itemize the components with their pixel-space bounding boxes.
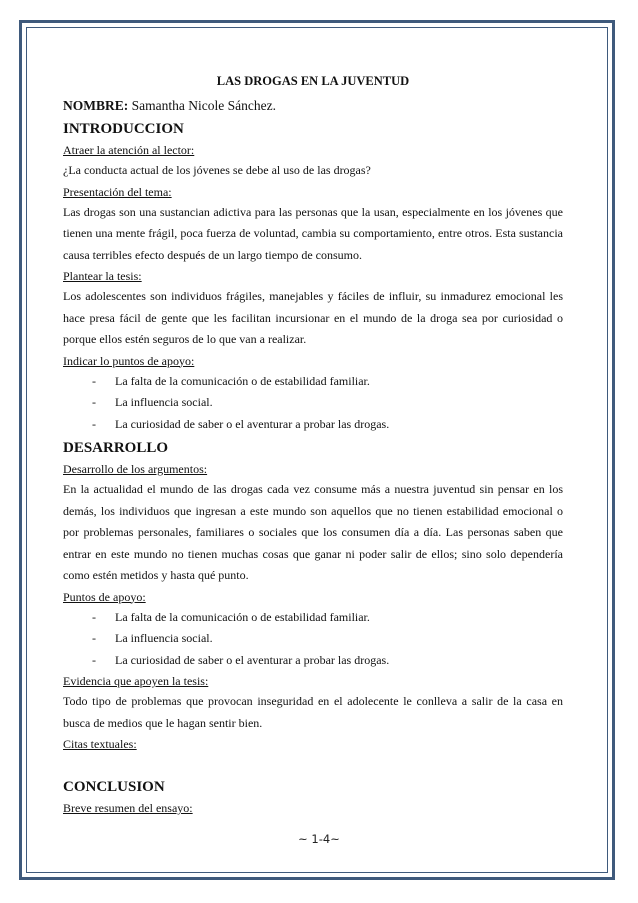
subheading-apoyo: Indicar lo puntos de apoyo: (63, 353, 195, 368)
subheading-tesis: Plantear la tesis: (63, 269, 142, 283)
list-item-text: La curiosidad de saber o el aventurar a probar las drogas. (115, 416, 390, 431)
section-heading-desarrollo: DESARROLLO (63, 440, 169, 456)
bullet-dash: - (92, 373, 96, 388)
list-item-text: La influencia social. (115, 395, 213, 409)
list-item (63, 371, 563, 393)
author-name: Samantha Nicole Sánchez. (128, 98, 276, 113)
section-heading-conclusion: CONCLUSION (63, 779, 165, 795)
subheading-presentacion: Presentación del tema: (63, 184, 172, 199)
paragraph-evidencia: Todo tipo de problemas que provocan inseguridad en el adolecente le conlleva a salir de la casa en busca de medios que le hagan sentir bien. (63, 694, 563, 730)
subheading-atencion: Atraer la atención al lector: (63, 143, 195, 157)
paragraph-atencion: ¿La conducta actual de los jóvenes se debe al uso de las drogas? (63, 163, 371, 177)
author-label: NOMBRE: (63, 98, 129, 113)
list-item (63, 392, 563, 414)
bullet-dash: - (92, 631, 96, 645)
page-number: ~ 1-4~ (298, 832, 340, 846)
list-item-text: La falta de la comunicación o de estabilidad familiar. (115, 609, 370, 624)
subheading-argumentos: Desarrollo de los argumentos: (63, 462, 208, 476)
spacer (63, 754, 563, 774)
bullet-list-apoyo (63, 371, 563, 436)
list-item-text: La curiosidad de saber o el aventurar a probar las drogas. (115, 652, 390, 667)
paragraph-tesis: Los adolescentes son individuos frágiles, manejables y fáciles de influir, su inmadurez emocional les hace presa fácil de gente que les facilitan incursionar en el mundo de la droga sea por curiosidad o porque ellos estén seguros de lo que van a realizar. (63, 289, 563, 346)
list-item-text: La falta de la comunicación o de estabilidad familiar. (115, 373, 370, 388)
subheading-evidencia: Evidencia que apoyen la tesis: (63, 674, 209, 688)
list-item (63, 650, 563, 672)
author-line (63, 95, 563, 116)
paragraph-presentacion: Las drogas son una sustancian adictiva para las personas que la usan, especialmente en los jóvenes que tienen una mente frágil, poca fuerza de voluntad, cambia su comportamiento, entre otros. Esta sustancia causa terribles efecto después de un largo tiempo de consumo. (63, 204, 563, 262)
subheading-resumen: Breve resumen del ensayo: (63, 801, 193, 815)
list-item-text: La influencia social. (115, 631, 213, 645)
list-item (63, 414, 563, 436)
document-body (63, 72, 563, 818)
bullet-dash: - (92, 395, 96, 409)
subheading-citas: Citas textuales: (63, 737, 137, 751)
bullet-list-puntos (63, 607, 563, 672)
list-item (63, 628, 563, 650)
section-heading-introduccion: INTRODUCCION (63, 121, 184, 137)
document-title: LAS DROGAS EN LA JUVENTUD (216, 74, 410, 88)
bullet-dash: - (92, 609, 96, 624)
bullet-dash: - (92, 416, 96, 431)
bullet-dash: - (92, 652, 96, 667)
subheading-puntos: Puntos de apoyo: (63, 589, 146, 604)
list-item (63, 607, 563, 629)
paragraph-argumentos: En la actualidad el mundo de las drogas cada vez consume más a nuestra juventud sin pensar en los demás, los individuos que ingresan a este mundo son aquellos que no tienen estabilidad emocional o por problemas personales, familiares o sociales que los consumen día a día. Las personas saben que entrar en este mundo no tienen muchas cosas que ganar ni poder salir de ellos; sino solo dependería como estén metidos y hasta qué punto. (63, 482, 563, 582)
